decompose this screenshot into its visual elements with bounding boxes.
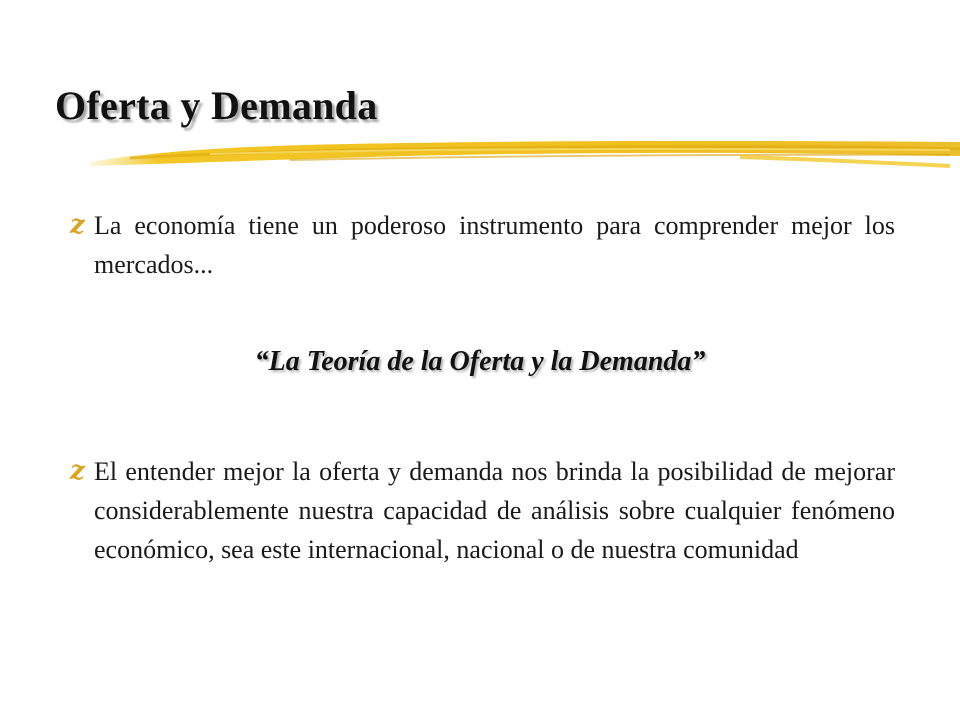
- quote-heading: “La Teoría de la Oferta y la Demanda”: [254, 346, 706, 377]
- slide-title: Oferta y Demanda: [55, 83, 378, 128]
- bullet-paragraph-1: [70, 206, 895, 284]
- title-underline-brush: [90, 130, 960, 176]
- z-bullet-icon: z: [70, 210, 85, 240]
- paragraph-text: El entender mejor la oferta y demanda nos brinda la posibilidad de mejorar considerablemente nuestra capacidad de análisis sobre cualquier fenómeno económico, sea este internacional, nacional o de nuestra comunidad: [94, 457, 895, 564]
- bullet-paragraph-2: [70, 452, 895, 569]
- paragraph-text: La economía tiene un poderoso instrumento para comprender mejor los mercados...: [94, 211, 895, 279]
- z-bullet-icon: z: [70, 456, 85, 486]
